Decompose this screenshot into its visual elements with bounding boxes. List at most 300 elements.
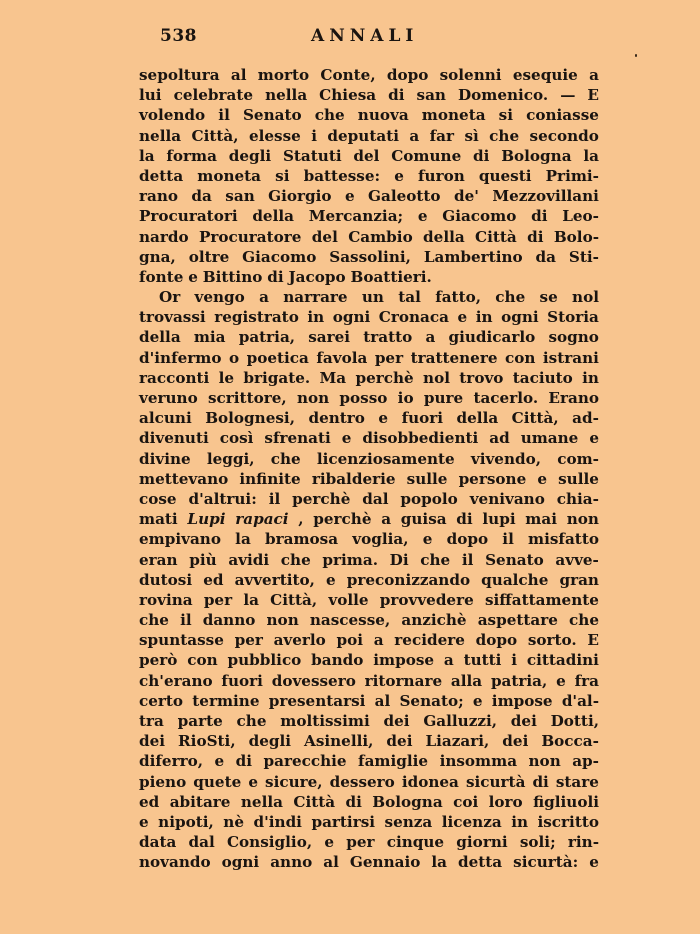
text-line [139, 711, 599, 731]
word: aspettare [477, 611, 558, 630]
word: gna, [139, 247, 176, 266]
word: Conte, [320, 66, 376, 84]
word: sulle [406, 469, 448, 488]
word: nol [423, 368, 450, 387]
word: sicurtà: [513, 853, 579, 872]
word: dopo [386, 66, 429, 84]
word: di [345, 792, 362, 811]
word: di [532, 772, 549, 791]
word: che [139, 611, 169, 630]
word: deputati [327, 126, 399, 145]
word: cose [139, 489, 177, 508]
word: com- [557, 449, 599, 468]
word: brigate. [243, 368, 311, 387]
word: non [566, 510, 599, 529]
word: solenni [439, 66, 502, 84]
word: mai [525, 510, 557, 529]
text-line [139, 146, 599, 166]
text-line [139, 731, 599, 751]
word: poetica [246, 348, 309, 367]
word: furon [418, 166, 465, 185]
word: Galeotto [368, 187, 441, 206]
word: Galluzzi, [423, 712, 498, 730]
word: la [431, 853, 447, 872]
word: Asinelli, [304, 732, 374, 751]
word: che [314, 106, 345, 125]
word: a [425, 328, 436, 347]
word: nella [240, 792, 283, 811]
word: iscritto [537, 812, 599, 831]
text-line [139, 408, 599, 428]
word: mati [139, 510, 178, 529]
word: che [495, 288, 526, 307]
word: Bologna [501, 146, 572, 165]
word: Statuti [282, 146, 342, 165]
word: però [139, 651, 178, 670]
word: vengo [194, 288, 245, 307]
word: con [187, 651, 218, 670]
word: impose [373, 651, 435, 670]
word: perchè [355, 368, 414, 387]
word: giorni [456, 833, 508, 852]
word: la [139, 146, 155, 165]
word: avve- [555, 550, 599, 569]
text-line [139, 206, 599, 226]
text-line [139, 186, 599, 206]
word: impose [491, 691, 553, 710]
word: la [235, 530, 251, 549]
running-title: ANNALI [311, 26, 419, 46]
word: di [235, 752, 253, 771]
word: danno [202, 611, 256, 630]
word: Bolognesi, [205, 409, 295, 428]
word: dopo [475, 631, 518, 650]
word: Città, [511, 409, 559, 428]
word: più [189, 550, 217, 569]
word: ogni [501, 308, 539, 327]
word: Lambertino [423, 247, 523, 266]
word: di [531, 207, 548, 226]
word: figliuoli [533, 792, 599, 811]
word: di [473, 146, 490, 165]
body-text [139, 65, 599, 873]
text-line [139, 691, 599, 711]
word: da [191, 187, 212, 206]
word: di [388, 86, 405, 105]
word: un [361, 288, 384, 307]
word: si [275, 166, 290, 185]
word: per [374, 348, 404, 367]
word: , [298, 510, 304, 529]
word: fra [574, 671, 599, 690]
word: registrato [214, 308, 299, 327]
word: degli [228, 146, 272, 165]
word: Mercanzia; [308, 207, 404, 226]
word: umane [520, 429, 579, 448]
word: che [420, 550, 451, 569]
word: e [556, 671, 566, 690]
word: gran [559, 570, 599, 589]
word: Procuratore [198, 227, 302, 246]
word: giudicarlo [448, 328, 536, 347]
word: divenuti [139, 429, 209, 448]
word: Or [159, 288, 181, 307]
word: e [248, 772, 258, 791]
word: Cronaca [378, 308, 449, 327]
word: in [511, 812, 528, 831]
word: quete [193, 772, 242, 791]
word: fonte [139, 267, 184, 286]
word: favola [316, 348, 368, 367]
text-line [139, 267, 599, 287]
word: d'infermo [139, 348, 222, 367]
word: che [236, 712, 267, 730]
text-line [139, 65, 599, 85]
word: e [341, 429, 352, 448]
word: di [527, 227, 544, 246]
word: idonea [401, 772, 459, 791]
word: moltissimi [280, 712, 370, 730]
word: Dotti, [550, 712, 599, 730]
word: racconti [139, 368, 210, 387]
text-line [139, 792, 599, 812]
word: patria, [238, 328, 296, 347]
word: guisa [400, 510, 447, 529]
word: i [311, 126, 317, 145]
word: Città [293, 792, 336, 811]
word: misfatto [528, 530, 599, 549]
word: Senato [485, 550, 544, 569]
word: parte [177, 712, 223, 730]
word: a [409, 126, 420, 145]
word: E [587, 631, 599, 650]
word: mia [193, 328, 226, 347]
word: prima. [322, 550, 378, 569]
word: tra [139, 712, 164, 730]
word: fuori [401, 409, 444, 428]
word: ed [139, 792, 160, 811]
word: abitare [169, 792, 231, 811]
word: detta [457, 853, 503, 872]
word: Bologna [372, 792, 443, 811]
word: se [539, 288, 558, 307]
text-line [139, 327, 599, 347]
word: loro [488, 792, 523, 811]
word: detta [139, 166, 184, 185]
word: con [505, 348, 536, 367]
word: tal [398, 288, 421, 307]
word: Ma [319, 368, 347, 387]
text-line [139, 570, 599, 590]
word: perchè [292, 489, 351, 508]
word: fatto, [435, 288, 482, 307]
word: poi [336, 631, 364, 650]
text-line [139, 650, 599, 670]
word: licenziosamente [316, 449, 455, 468]
text-line [139, 126, 599, 146]
word: persone [458, 469, 527, 488]
word: disobbedienti [362, 429, 479, 448]
word: le [218, 368, 235, 387]
word: pubblico [227, 651, 302, 670]
word: Leo- [562, 207, 599, 226]
word: che [280, 550, 311, 569]
text-line [139, 428, 599, 448]
word: RioSti, [178, 732, 236, 751]
word: e [589, 429, 599, 448]
word: la [243, 590, 259, 609]
text-line [139, 772, 599, 792]
word: eran [139, 550, 178, 569]
text-line [139, 388, 599, 408]
word: stare [555, 772, 599, 791]
word: dei [502, 732, 529, 751]
word: ad- [572, 409, 599, 428]
word: e [214, 752, 225, 771]
word: della [139, 328, 181, 347]
word: e [139, 812, 149, 831]
word: il [502, 530, 514, 549]
word: leggi, [206, 449, 255, 468]
word: provvedere [379, 590, 474, 609]
word: Bolo- [553, 227, 599, 246]
text-line [139, 610, 599, 630]
word: trovassi [139, 308, 206, 327]
word: si [498, 106, 513, 125]
word: e [472, 691, 483, 710]
word: e [417, 207, 428, 226]
word: anno [270, 853, 313, 872]
word: san [416, 86, 446, 105]
word: Mezzovillani [492, 187, 599, 206]
word: che [270, 449, 301, 468]
word: veruno [139, 389, 198, 407]
word: da [535, 247, 557, 266]
word: Consiglio, [226, 833, 313, 852]
word: preconizzando [346, 570, 471, 589]
word: moneta [197, 166, 262, 185]
text-line [139, 368, 599, 388]
word: bando [311, 651, 364, 670]
word: ribalderie [311, 469, 396, 488]
word: ogni [221, 853, 260, 872]
ink-speck [635, 54, 637, 57]
word: nuova [357, 106, 409, 125]
word: volle [328, 590, 369, 609]
page-number: 538 [160, 26, 197, 46]
word: e [344, 187, 355, 206]
word: nol [572, 288, 599, 307]
word: trovo [459, 368, 504, 387]
word: e [394, 166, 404, 185]
text-line [139, 832, 599, 852]
word: rano [139, 187, 179, 206]
word: popolo [400, 489, 458, 508]
text-line [139, 348, 599, 368]
word: fuori [221, 671, 263, 690]
word: Comune [391, 146, 462, 165]
text-line [139, 449, 599, 469]
word: Domenico. [457, 86, 549, 105]
word: e [378, 409, 389, 428]
word: nascesse, [309, 611, 391, 630]
word: al [230, 66, 247, 84]
word: dei [139, 732, 166, 751]
word: della [252, 207, 294, 226]
word: dei [383, 712, 410, 730]
word: nardo [139, 227, 189, 246]
word: pieno [139, 772, 187, 791]
word: termine [192, 691, 260, 710]
word: coniasse [526, 106, 599, 125]
word: il [180, 611, 192, 630]
text-line [139, 469, 599, 489]
word: dessero [329, 772, 395, 791]
word: dentro [308, 409, 365, 428]
word: non [266, 611, 299, 630]
word: Bocca- [541, 732, 599, 751]
word: coi [453, 792, 479, 811]
word: mettevano [139, 469, 229, 488]
word: data [139, 833, 177, 852]
word: narrare [283, 288, 348, 307]
word: sorto. [527, 631, 577, 650]
word: del [353, 146, 380, 165]
word: degli [248, 732, 292, 751]
word: il [218, 106, 230, 125]
word: tacerlo. [473, 389, 539, 407]
word: diferro, [139, 752, 204, 771]
word: rovina [139, 590, 193, 609]
word: oltre [188, 247, 230, 266]
word: tratto [363, 328, 413, 347]
text-line [139, 630, 599, 650]
text-line [139, 287, 599, 307]
word: d'altrui: [188, 489, 257, 508]
text-line [139, 307, 599, 327]
word: questi [478, 166, 532, 185]
word: i [511, 651, 518, 670]
word: sarei [308, 328, 351, 347]
word: averlo [273, 631, 326, 650]
word: sicurtà [465, 772, 526, 791]
word: Gennaio [349, 853, 421, 872]
word: certo [139, 691, 184, 710]
word: presentarsi [268, 691, 366, 710]
word: dei [510, 712, 537, 730]
word: a [259, 288, 269, 307]
word: in [475, 308, 493, 327]
word: sfrenati [264, 429, 331, 448]
word: avvertito, [234, 570, 315, 589]
word: sulle [558, 469, 599, 488]
word: taciuto [512, 368, 573, 387]
word: nipoti, [158, 812, 214, 831]
word: istrani [542, 348, 599, 367]
word: e [422, 530, 433, 549]
word: per [234, 631, 263, 650]
word: E [587, 86, 599, 105]
word: e [537, 469, 548, 488]
text-line [139, 812, 599, 832]
word: vivendo, [470, 449, 542, 468]
text-line [139, 590, 599, 610]
word: far [429, 126, 455, 145]
word: novando [139, 853, 211, 872]
word: dei [386, 732, 413, 751]
word: di [456, 510, 473, 529]
word: — [560, 86, 576, 105]
word: di [267, 267, 284, 286]
word: nella [265, 86, 308, 105]
word: ogni [332, 308, 371, 327]
word: ed [203, 570, 224, 589]
word: parecchie [263, 752, 347, 771]
word: dal [362, 489, 389, 508]
text-line [139, 85, 599, 105]
word: non [528, 752, 561, 771]
word: per [203, 590, 233, 609]
word: in [582, 368, 599, 387]
word: al [374, 691, 391, 710]
word: elesse [248, 126, 301, 145]
word: perchè [313, 510, 372, 529]
word: venivano [469, 489, 545, 508]
word: cittadini [526, 651, 599, 670]
word: in [307, 308, 325, 327]
word: il [461, 550, 474, 569]
word: infinite [239, 469, 301, 488]
word: Senato; [399, 691, 464, 710]
word: Chiesa [319, 86, 377, 105]
word: ritornare [364, 671, 443, 690]
word: ch'erano [139, 671, 213, 690]
text-line [139, 489, 599, 509]
word: d'al- [561, 691, 599, 710]
word: ap- [572, 752, 599, 771]
word: e [326, 570, 336, 589]
word: Giacomo [442, 207, 517, 226]
text-line [139, 509, 599, 529]
word: insomma [439, 752, 518, 771]
word: empivano [139, 530, 221, 549]
word: spuntasse [139, 631, 224, 650]
word: partirsi [311, 812, 376, 831]
word: divine [139, 449, 191, 468]
word: Città, [191, 126, 239, 145]
word: chia- [556, 489, 599, 508]
word: Città, [270, 590, 318, 609]
text-line [139, 227, 599, 247]
text-line [139, 166, 599, 186]
word: Giorgio [268, 187, 332, 206]
word: san [225, 187, 255, 206]
word: dopo [446, 530, 489, 549]
word: dovessero [271, 671, 356, 690]
word: Di [389, 550, 409, 569]
word: lui [139, 86, 162, 105]
word: Storia [547, 308, 599, 327]
text-line [139, 105, 599, 125]
word: de' [453, 187, 479, 206]
word: sogno [548, 328, 599, 347]
word: d'indi [253, 812, 302, 831]
word: famiglie [358, 752, 429, 771]
word: a [373, 631, 384, 650]
word: qualche [481, 570, 549, 589]
word: Città [475, 227, 517, 246]
word: avidi [228, 550, 270, 569]
